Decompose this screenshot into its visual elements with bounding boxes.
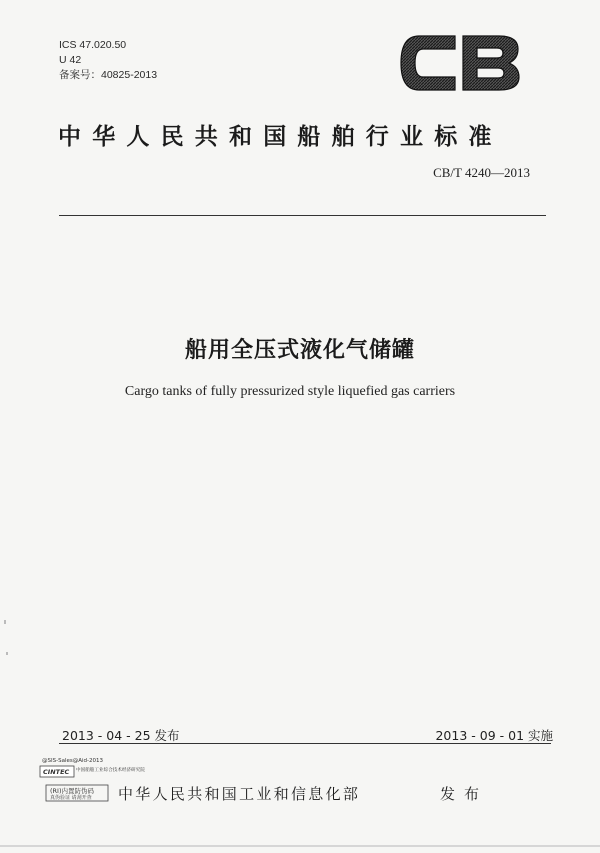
stamp-note: 真伪验证 请刮开查 — [50, 795, 92, 801]
stamp-code-line: @SIS-Sales@Aid-2013 — [42, 758, 103, 764]
scan-edge — [0, 845, 600, 847]
header-divider — [59, 215, 546, 216]
issue-date: 2013 - 04 - 25 发布 — [62, 728, 180, 743]
document-title-chinese: 船用全压式液化气储罐 — [184, 338, 415, 363]
stamp-label: (RI)内置防伪码 — [50, 787, 95, 795]
record-number: 备案号：40825-2013 — [59, 69, 158, 81]
cb-logo — [397, 28, 523, 98]
anti-counterfeit-stamp — [38, 752, 145, 807]
standard-title: 中华人民共和国船舶行业标准 — [58, 124, 503, 150]
ics-code: ICS 47.020.50 — [59, 39, 127, 51]
scan-speck — [6, 652, 8, 655]
document-title-english: Cargo tanks of fully pressurized style liquefied gas carriers — [124, 384, 456, 399]
classification-code: U 42 — [59, 54, 82, 66]
standard-number: CB/T 4240—2013 — [433, 165, 530, 180]
scan-speck — [4, 620, 6, 624]
classification-block — [59, 38, 157, 83]
stamp-brand: CINTEC — [43, 768, 70, 776]
footer-divider — [59, 743, 551, 744]
effective-date: 2013 - 09 - 01 实施 — [435, 728, 553, 743]
publisher-name: 中华人民共和国工业和信息化部 — [118, 785, 361, 803]
publish-label: 发布 — [440, 785, 489, 803]
stamp-org-line: 中国船舶工业综合技术经济研究院 — [76, 768, 145, 773]
